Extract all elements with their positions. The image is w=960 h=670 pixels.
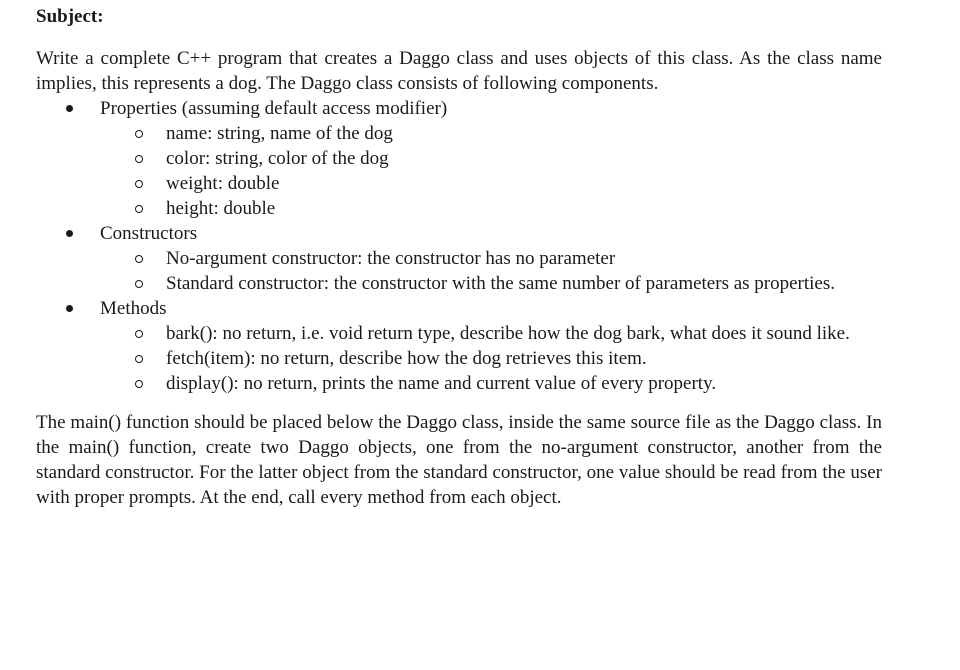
list-item-text: color: string, color of the dog — [166, 148, 389, 169]
list-item-text: display(): no return, prints the name and current value of every property. — [166, 373, 717, 394]
section-constructors — [36, 221, 882, 296]
section-title: Constructors — [100, 223, 198, 244]
list-item — [36, 246, 882, 271]
list-item — [36, 321, 882, 346]
circle-bullet-icon — [135, 205, 143, 213]
bullet-icon — [66, 230, 73, 237]
list-item-text: No-argument constructor: the constructor has no parameter — [166, 248, 616, 269]
list-item — [36, 121, 882, 146]
circle-bullet-icon — [135, 130, 143, 138]
list-item-text: name: string, name of the dog — [166, 123, 393, 144]
section-properties — [36, 96, 882, 221]
list-item-text: fetch(item): no return, describe how the dog retrieves this item. — [166, 348, 647, 369]
list-item — [36, 371, 882, 396]
section-methods — [36, 296, 882, 396]
subject-heading: Subject: — [36, 6, 104, 27]
section-title: Methods — [100, 298, 167, 319]
list-item — [36, 146, 882, 171]
list-item — [36, 346, 882, 371]
list-item-text: bark(): no return, i.e. void return type, describe how the dog bark, what does it sound like. — [166, 323, 850, 344]
bullet-icon — [66, 105, 73, 112]
properties-sublist — [100, 121, 882, 221]
list-item-text: weight: double — [166, 173, 280, 194]
circle-bullet-icon — [135, 355, 143, 363]
list-item — [36, 171, 882, 196]
circle-bullet-icon — [135, 180, 143, 188]
list-item-text: height: double — [166, 198, 276, 219]
circle-bullet-icon — [135, 280, 143, 288]
circle-bullet-icon — [135, 330, 143, 338]
circle-bullet-icon — [135, 155, 143, 163]
closing-paragraph: The main() function should be placed below the Daggo class, inside the same source file as the Daggo class. In the main() function, create two Daggo objects, one from the no-argument constructor, another from the standard constructor. For the latter object from the standard constructor, one value should be read from the user with proper prompts. At the end, call every method from each object. — [36, 412, 882, 508]
list-item-text: Standard constructor: the constructor with the same number of parameters as properties. — [166, 273, 836, 294]
section-title: Properties (assuming default access modifier) — [100, 98, 448, 119]
list-item — [36, 196, 882, 221]
document-page — [36, 4, 882, 510]
bullet-icon — [66, 305, 73, 312]
methods-sublist — [100, 321, 882, 396]
circle-bullet-icon — [135, 380, 143, 388]
circle-bullet-icon — [135, 255, 143, 263]
list-item — [36, 271, 882, 296]
constructors-sublist — [100, 246, 882, 296]
components-list — [36, 96, 882, 396]
intro-paragraph: Write a complete C++ program that creates a Daggo class and uses objects of this class. As the class name implies, this represents a dog. The Daggo class consists of following components. — [36, 48, 882, 94]
